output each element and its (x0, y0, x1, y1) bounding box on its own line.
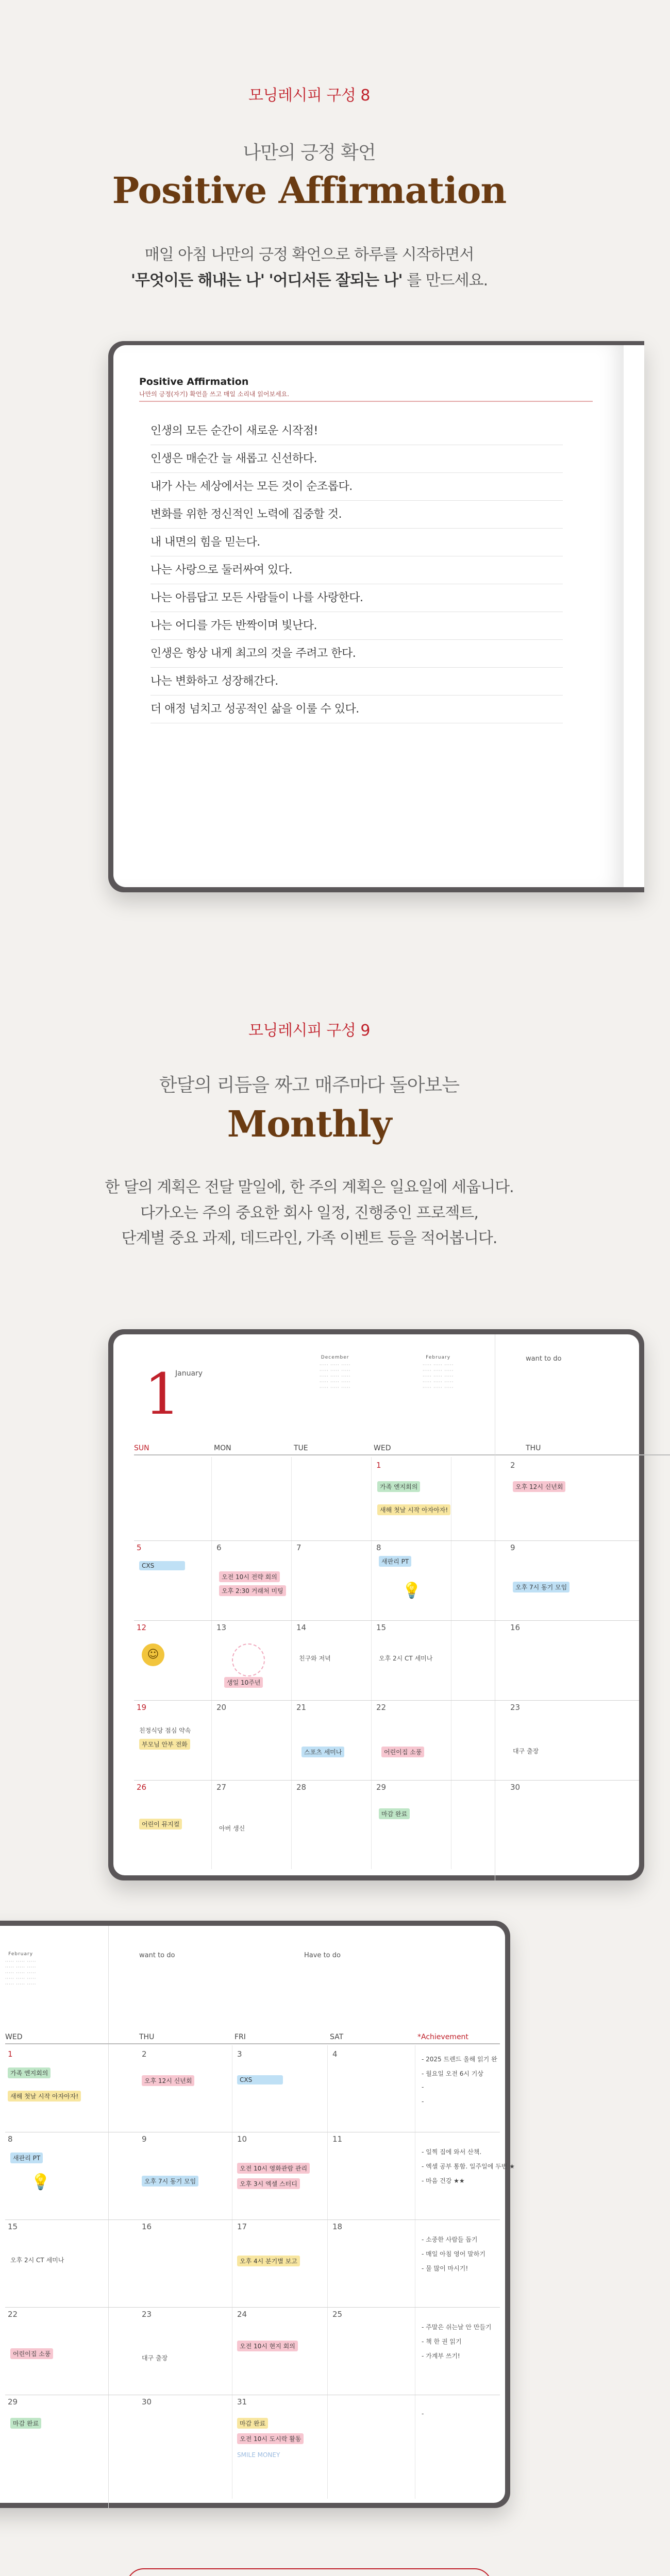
event-tag: 어린이집 소풍 (10, 2348, 53, 2359)
grid-line (134, 1540, 639, 1541)
monthly-notebook-right (0, 1921, 515, 2508)
event-tag: 오후 7시 동기 모임 (513, 1582, 569, 1592)
event-tag: 새판리 PT (10, 2153, 43, 2163)
affirmation-line: 변화를 위한 정신적인 노력에 집중할 것. (150, 501, 563, 529)
date-number: 15 (8, 2222, 18, 2231)
handwritten-note: 친구와 저녁 (299, 1655, 331, 1662)
handwritten-note: 오후 2시 CT 세미나 (379, 1655, 433, 1662)
date-number: 18 (332, 2222, 343, 2231)
event-tag: 오후 3시 엑셀 스터디 (237, 2178, 300, 2189)
grid-line (371, 1457, 372, 1869)
lightbulb-icon: 💡 (31, 2173, 51, 2191)
date-number: 22 (8, 2310, 18, 2319)
achievement-line: - 일찍 집에 와서 산책. (422, 2148, 482, 2156)
date-number: 2 (142, 2049, 147, 2059)
event-tag: 가족 엔지회의 (377, 1481, 420, 1492)
date-number: 11 (332, 2134, 343, 2144)
handwritten-note: 대구 출장 (142, 2354, 168, 2362)
grid-line (327, 2045, 328, 2499)
quote-1: '무엇이든 해내는 나' (130, 271, 264, 290)
grid-line (211, 1457, 212, 1869)
date-number: 23 (142, 2310, 152, 2319)
date-number: 1 (8, 2049, 13, 2059)
monthly-page (0, 1926, 515, 2503)
handwritten-note: 아버 생신 (219, 1825, 245, 1832)
achievement-line: - 주말은 쉬는날 안 만들기 (422, 2324, 492, 2331)
achievement-line: - 2025 트렌드 올해 읽기 완 (422, 2056, 497, 2063)
event-tag: 가족 엔지회의 (8, 2067, 51, 2078)
achievement-line: - 매일 아침 영어 말하기 (422, 2250, 485, 2258)
achievement-header: *Achievement (417, 2033, 468, 2041)
flower-doodle-icon (232, 1643, 265, 1676)
affirmation-list (150, 417, 563, 723)
affirmation-line: 인생은 항상 내게 최고의 것을 주려고 한다. (150, 640, 563, 668)
event-tag: 마감 완료 (237, 2418, 268, 2429)
date-number: 2 (510, 1461, 515, 1470)
weekday-wed: WED (5, 2033, 23, 2041)
date-number: 10 (237, 2134, 247, 2144)
affirmation-line: 인생의 모든 순간이 새로운 시작점! (150, 417, 563, 445)
mini-calendar-december: December ····· ····· ····· ····· ····· ····· ····· ····· ····· ····· ····· ····· ····· ····· ····· (320, 1355, 351, 1390)
achievement-line: - 엑셀 공부 통함. 일주일에 두번 ★ (422, 2163, 515, 2170)
achievement-line: - (422, 2098, 424, 2105)
mini-calendar-february: February ····· ····· ····· ····· ····· ····· ····· ····· ····· ····· ····· ····· ····· ····· ····· (5, 1952, 37, 1987)
achievement-line: - (422, 2410, 424, 2417)
want-to-do-label: want to do (526, 1355, 562, 1363)
handwritten-note: 오후 2시 CT 세미나 (10, 2257, 64, 2264)
date-number: 12 (137, 1623, 147, 1632)
grid-line (5, 2219, 500, 2220)
date-number: 31 (237, 2397, 247, 2406)
achievement-line: - (422, 2083, 424, 2091)
event-tag: 어린이 뮤지컬 (139, 1819, 182, 1829)
grid-line (134, 1780, 639, 1781)
event-tag: 마감 완료 (379, 1808, 410, 1819)
affirmation-line: 내가 사는 세상에서는 모든 것이 순조롭다. (150, 473, 563, 501)
date-number: 13 (216, 1623, 227, 1632)
grid-line (291, 1457, 292, 1869)
desc-line (0, 268, 618, 294)
date-number: 24 (237, 2310, 247, 2319)
desc-line: 다가오는 주의 중요한 회사 일정, 진행중인 프로젝트, (140, 1204, 478, 1222)
event-tag: 오전 10시 현지 회의 (237, 2341, 298, 2351)
affirmation-notebook (108, 341, 644, 892)
have-to-do-label: Have to do (304, 1952, 341, 1959)
section-kicker: 모닝레시피 구성 9 (248, 1022, 371, 1040)
weekday-sat: SAT (330, 2033, 344, 2041)
date-number: 9 (142, 2134, 147, 2144)
mini-calendar-february: February ····· ····· ····· ····· ····· ····· ····· ····· ····· ····· ····· ····· ····· ····· ····· (423, 1355, 454, 1390)
affirmation-line: 나는 어디를 가든 반짝이며 빛난다. (150, 612, 563, 640)
event-tag: 오전 10시 도시락 활동 (237, 2433, 304, 2444)
mini-calendar-caption: February (8, 1952, 34, 1957)
date-number: 19 (137, 1703, 147, 1712)
date-number: 22 (376, 1703, 387, 1712)
event-tag: CXS (139, 1561, 185, 1570)
achievement-header-text: Achievement (421, 2033, 468, 2041)
date-number: 27 (216, 1783, 227, 1792)
date-number: 21 (296, 1703, 307, 1712)
affirmation-line: 나는 사랑으로 둘러싸여 있다. (150, 556, 563, 584)
weekday-thu: THU (526, 1444, 541, 1452)
date-number: 14 (296, 1623, 307, 1632)
event-tag: 새판리 PT (379, 1556, 411, 1567)
weekday-sun: SUN (134, 1444, 149, 1452)
event-tag: 새해 첫날 시작 아자아자! (377, 1504, 450, 1515)
achievement-line: - 소중한 사람들 돕기 (422, 2236, 478, 2243)
section-subtitle: 나만의 긍정 확언 (243, 142, 376, 163)
desc-tail: 를 만드세요. (407, 271, 488, 290)
smiley-icon: ☺ (142, 1643, 164, 1666)
date-number: 7 (296, 1543, 301, 1552)
date-number: 29 (376, 1783, 387, 1792)
want-to-do-label: want to do (139, 1952, 175, 1959)
date-number: 20 (216, 1703, 227, 1712)
affirmation-line: 더 애정 넘치고 성공적인 삶을 이룰 수 있다. (150, 696, 563, 723)
event-tag: 부모님 안부 전화 (139, 1739, 190, 1750)
section-title: Positive Affirmation (112, 169, 507, 212)
event-tag: 마감 완료 (10, 2418, 41, 2429)
monthly-page (113, 1334, 639, 1875)
date-number: 26 (137, 1783, 147, 1792)
lightbulb-icon: 💡 (402, 1582, 422, 1600)
date-number: 9 (510, 1543, 515, 1552)
event-tag: 오후 2:30 거래처 미팅 (219, 1585, 286, 1596)
weekday-mon: MON (214, 1444, 231, 1452)
section-subtitle: 한달의 리듬을 짜고 매주마다 돌아보는 (159, 1075, 460, 1096)
event-tag: 오후 12시 신년회 (513, 1481, 565, 1492)
event-tag: 오전 10시 영화관람 관리 (237, 2163, 310, 2174)
achievement-line: - 물 많이 마시기! (422, 2265, 468, 2272)
weekday-fri: FRI (234, 2033, 246, 2041)
weekday-thu: THU (139, 2033, 155, 2041)
grid-line (134, 1620, 639, 1621)
affirmation-line: 나는 변화하고 성장해간다. (150, 668, 563, 696)
affirmation-line: 인생은 매순간 늘 새롭고 신선하다. (150, 445, 563, 473)
page-gutter (108, 1926, 109, 2508)
section-kicker: 모닝레시피 구성 8 (248, 87, 371, 105)
quote-2: '어디서든 잘되는 나' (269, 271, 403, 290)
date-number: 28 (296, 1783, 307, 1792)
left-page (113, 345, 624, 887)
event-tag: 스포츠 세미나 (301, 1747, 344, 1757)
month-name: January (175, 1369, 203, 1378)
affirmation-line: 나는 아름답고 모든 사람들이 나를 사랑한다. (150, 584, 563, 612)
date-number: 16 (510, 1623, 521, 1632)
event-tag: 오전 10시 전략 회의 (219, 1571, 280, 1582)
desc-line: 단계별 중요 과제, 데드라인, 가족 이벤트 등을 적어봅니다. (121, 1229, 497, 1247)
event-tag: 생일 10주년 (224, 1677, 263, 1688)
event-tag: 오후 7시 동기 모임 (142, 2176, 198, 2187)
date-number: 6 (216, 1543, 222, 1552)
section-description (0, 1175, 618, 1251)
weekday-header (134, 1440, 670, 1455)
date-number: 1 (376, 1461, 381, 1470)
grid-line (134, 1700, 639, 1701)
date-number: 30 (510, 1783, 521, 1792)
achievement-line: - 가계부 쓰기! (422, 2352, 460, 2360)
date-number: 29 (8, 2397, 18, 2406)
date-number: 4 (332, 2049, 338, 2059)
weekday-header (5, 2029, 500, 2044)
mini-calendar-caption: December (321, 1355, 349, 1360)
date-number: 30 (142, 2397, 152, 2406)
handwritten-note: 대구 출장 (513, 1748, 539, 1755)
page-title: Positive Affirmation (139, 376, 249, 387)
date-number: 8 (8, 2134, 13, 2144)
weekday-wed: WED (374, 1444, 391, 1452)
date-number: 25 (332, 2310, 343, 2319)
achievement-line: - 책 한 권 읽기 (422, 2338, 462, 2345)
date-number: 15 (376, 1623, 387, 1632)
event-tag: 오후 4시 분기별 보고 (237, 2256, 300, 2266)
desc-line: 한 달의 계획은 전달 말일에, 한 주의 계획은 일요일에 세웁니다. (105, 1178, 514, 1196)
achievement-line: - 마음 건강 ★★ (422, 2177, 465, 2184)
right-page-edge (624, 345, 644, 887)
event-tag: 오후 12시 신년회 (142, 2075, 194, 2086)
date-number: 16 (142, 2222, 152, 2231)
affirmation-line: 내 내면의 힘을 믿는다. (150, 529, 563, 556)
section-title: Monthly (227, 1103, 392, 1145)
event-tag: CXS (237, 2075, 283, 2084)
handwritten-note: 친정식당 점심 약속 (139, 1727, 191, 1734)
highlight-pill (126, 2568, 492, 2576)
weekday-tue: TUE (294, 1444, 308, 1452)
desc-line: 매일 아침 나만의 긍정 확언으로 하루를 시작하면서 (144, 246, 474, 264)
date-number: 8 (376, 1543, 381, 1552)
month-number: 1 (144, 1361, 180, 1427)
monthly-notebook-left (108, 1329, 644, 1880)
grid-line (5, 2307, 500, 2308)
date-number: 23 (510, 1703, 521, 1712)
divider (139, 401, 593, 402)
mini-calendar-caption: February (426, 1355, 451, 1360)
section-description (0, 242, 618, 293)
date-number: 17 (237, 2222, 247, 2231)
event-tag: 어린이집 소풍 (381, 1747, 424, 1757)
event-tag: 새해 첫날 시작 아자아자! (8, 2091, 81, 2102)
achievement-line: - 월요일 오전 6시 기상 (422, 2070, 483, 2077)
date-number: 3 (237, 2049, 242, 2059)
handwritten-note: SMILE MONEY (237, 2451, 280, 2459)
page-note: 나만의 긍정(자기) 확언을 쓰고 매일 소리내 읽어보세요. (139, 391, 290, 398)
date-number: 5 (137, 1543, 142, 1552)
